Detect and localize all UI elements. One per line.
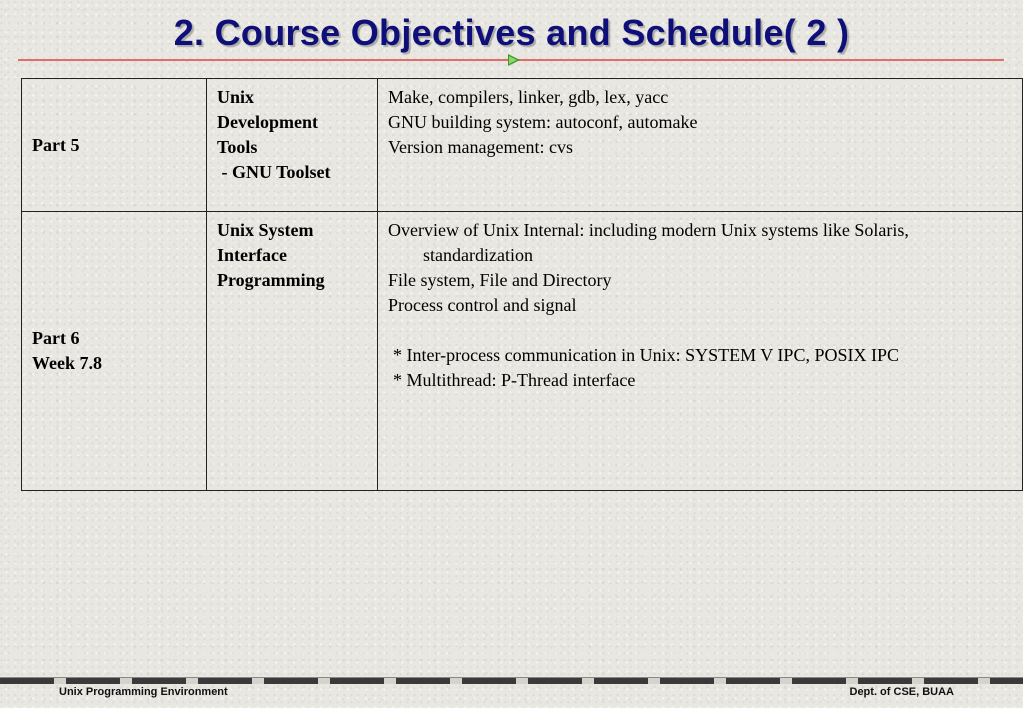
footer-department: Dept. of CSE, BUAA — [849, 686, 954, 698]
detail-bullet: * Multithread: P-Thread interface — [393, 370, 636, 390]
detail-bullet: * Inter-process communication in Unix: SYSTEM V IPC, POSIX IPC — [393, 345, 899, 365]
detail-spacer — [388, 318, 1012, 343]
topic-line: Interface — [217, 245, 287, 265]
topic-line: - GNU Toolset — [217, 162, 331, 182]
part-cell — [22, 212, 207, 491]
topic-cell — [207, 79, 378, 212]
topic-line: Development — [217, 112, 318, 132]
footer-course-name: Unix Programming Environment — [59, 686, 228, 698]
detail-line: Version management: cvs — [388, 137, 573, 157]
details-cell — [378, 212, 1023, 491]
topic-line: Tools — [217, 137, 258, 157]
detail-line: File system, File and Directory — [388, 270, 612, 290]
footer-band — [0, 677, 1023, 684]
topic-line: Unix System — [217, 220, 314, 240]
table-row — [22, 212, 1023, 491]
topic-line: Unix — [217, 87, 255, 107]
table-row — [22, 79, 1023, 212]
details-cell — [378, 79, 1023, 212]
detail-line: Make, compilers, linker, gdb, lex, yacc — [388, 87, 669, 107]
topic-line: Programming — [217, 270, 325, 290]
part-cell — [22, 79, 207, 212]
topic-cell — [207, 212, 378, 491]
part-label: Part 5 — [32, 134, 80, 155]
week-label: Week 7.8 — [32, 353, 102, 373]
detail-line: standardization — [423, 245, 533, 265]
part-label: Part 6 — [32, 328, 80, 348]
detail-line: Process control and signal — [388, 295, 577, 315]
detail-line: GNU building system: autoconf, automake — [388, 112, 698, 132]
schedule-table — [21, 78, 1023, 491]
green-arrow-icon — [508, 54, 520, 66]
detail-line: Overview of Unix Internal: including modern Unix systems like Solaris, — [388, 220, 909, 240]
slide-title: 2. Course Objectives and Schedule( 2 ) — [173, 12, 850, 53]
